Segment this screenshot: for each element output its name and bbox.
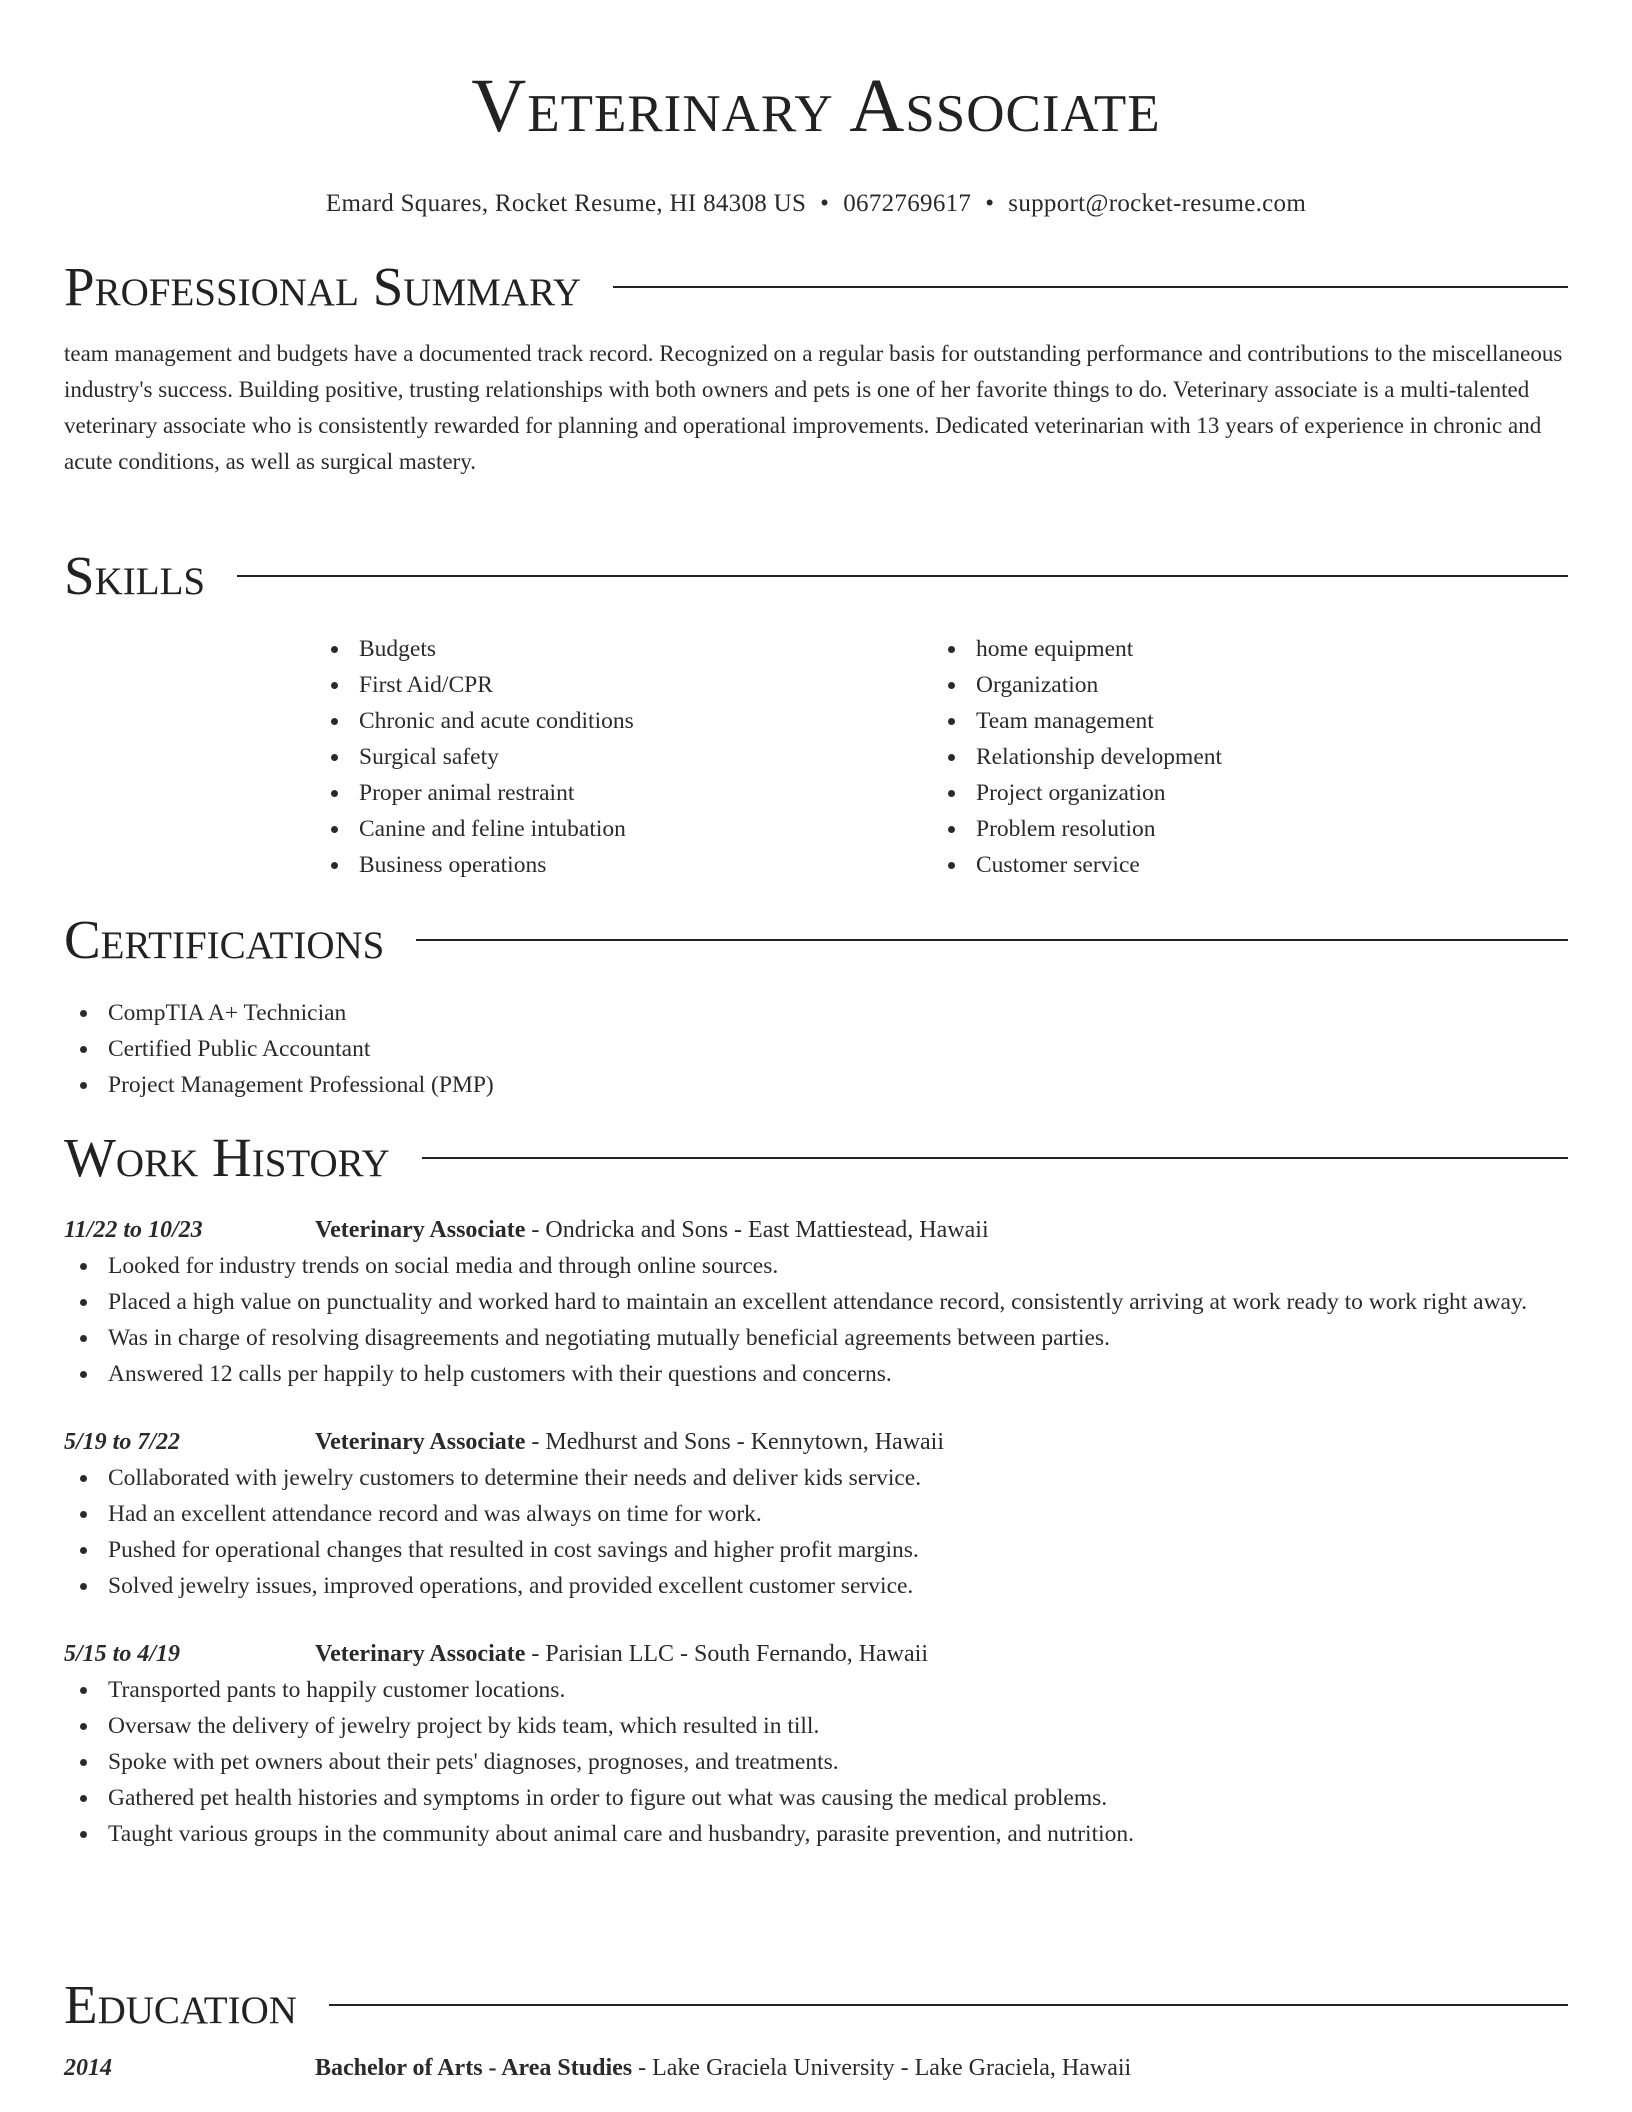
job-title: Veterinary Associate (315, 1429, 526, 1455)
job-header (64, 1212, 1568, 1248)
certifications-section (64, 905, 1568, 1103)
skills-list-left (315, 631, 932, 883)
job-bullet: Gathered pet health histories and symptoms in order to figure out what was causing the medical problems. (64, 1780, 1568, 1816)
job-heading (315, 1636, 928, 1672)
job-company: - Ondricka and Sons - East Mattiestead, Hawaii (525, 1217, 989, 1243)
job-bullet: Pushed for operational changes that resulted in cost savings and higher profit margins. (64, 1532, 1568, 1568)
skills-section (64, 541, 1568, 883)
contact-separator: • (985, 190, 995, 217)
contact-line (0, 188, 1632, 220)
job-dates: 11/22 to 10/23 (64, 1217, 203, 1243)
job-dates: 5/15 to 4/19 (64, 1641, 181, 1667)
certifications-list (64, 995, 1568, 1103)
section-header (64, 541, 1568, 611)
job-title: Veterinary Associate (315, 1217, 526, 1243)
job-bullet: Looked for industry trends on social media and through online sources. (64, 1248, 1568, 1284)
education-degree: Bachelor of Arts - Area Studies (315, 2055, 633, 2081)
section-header (64, 1123, 1568, 1193)
summary-text: team management and budgets have a documented track record. Recognized on a regular basis for outstanding performance and contributions to the miscellaneous industry's success. Building positive, trusting relationships with both owners and pets is one of her favorite things to do. Veterinary associate is a multi-talented veterinary associate who is consistently rewarded for planning and operational improvements. Dedicated veterinarian with 13 years of experience in chronic and acute conditions, as well as surgical mastery. (64, 341, 1563, 474)
skill-item: Proper animal restraint (315, 775, 932, 811)
job-bullets (64, 1672, 1568, 1852)
certification-item: Project Management Professional (PMP) (64, 1067, 1568, 1103)
job-dates: 5/19 to 7/22 (64, 1429, 181, 1455)
job-bullet: Solved jewelry issues, improved operations, and provided excellent customer service. (64, 1568, 1568, 1604)
section-divider (416, 939, 1568, 941)
skill-item: Team management (932, 703, 1549, 739)
section-title: Education (64, 1974, 297, 2035)
education-section (64, 1970, 1568, 2086)
skill-item: Problem resolution (932, 811, 1549, 847)
work-history-section (64, 1123, 1568, 1852)
section-header (64, 905, 1568, 975)
skills-columns (315, 631, 1568, 883)
job-heading (315, 1212, 989, 1248)
skill-item: Chronic and acute conditions (315, 703, 932, 739)
job-company: - Medhurst and Sons - Kennytown, Hawaii (525, 1429, 945, 1455)
job-header (64, 1636, 1568, 1672)
section-title: Professional Summary (64, 256, 582, 317)
job-entry (64, 1636, 1568, 1852)
skill-item: Surgical safety (315, 739, 932, 775)
section-divider (237, 575, 1568, 577)
education-entry (64, 2050, 1568, 2086)
certification-item: Certified Public Accountant (64, 1031, 1568, 1067)
section-divider (613, 286, 1568, 288)
job-bullet: Taught various groups in the community about animal care and husbandry, parasite prevention, and nutrition. (64, 1816, 1568, 1852)
skill-item: Business operations (315, 847, 932, 883)
job-bullet: Oversaw the delivery of jewelry project by kids team, which resulted in till. (64, 1708, 1568, 1744)
job-bullet: Placed a high value on punctuality and worked hard to maintain an excellent attendance record, consistently arriving at work ready to work right away. (64, 1284, 1568, 1320)
section-header (64, 1970, 1568, 2040)
skill-item: Project organization (932, 775, 1549, 811)
contact-address: Emard Squares, Rocket Resume, HI 84308 US (325, 190, 807, 217)
certification-item: CompTIA A+ Technician (64, 995, 1568, 1031)
summary-section (64, 252, 1568, 480)
section-title: Work History (64, 1127, 390, 1188)
job-bullet: Collaborated with jewelry customers to determine their needs and deliver kids service. (64, 1460, 1568, 1496)
skill-item: Relationship development (932, 739, 1549, 775)
job-company: - Parisian LLC - South Fernando, Hawaii (525, 1641, 929, 1667)
skills-list-right (932, 631, 1549, 883)
education-heading (315, 2050, 1131, 2086)
job-bullets (64, 1460, 1568, 1604)
job-bullets (64, 1248, 1568, 1392)
job-bullet: Transported pants to happily customer locations. (64, 1672, 1568, 1708)
page-title: Veterinary Associate (471, 64, 1161, 148)
section-header (64, 252, 1568, 322)
section-divider (329, 2004, 1568, 2006)
skill-item: Budgets (315, 631, 932, 667)
contact-email[interactable]: support@rocket-resume.com (1008, 190, 1307, 217)
skill-item: Organization (932, 667, 1549, 703)
job-entry (64, 1424, 1568, 1604)
contact-separator: • (820, 190, 830, 217)
education-school: - Lake Graciela University - Lake Graciela, Hawaii (632, 2055, 1132, 2081)
education-year: 2014 (64, 2055, 112, 2081)
job-bullet: Had an excellent attendance record and was always on time for work. (64, 1496, 1568, 1532)
skill-item: home equipment (932, 631, 1549, 667)
section-divider (422, 1157, 1568, 1159)
skill-item: Canine and feline intubation (315, 811, 932, 847)
skill-item: Customer service (932, 847, 1549, 883)
job-bullet: Spoke with pet owners about their pets' diagnoses, prognoses, and treatments. (64, 1744, 1568, 1780)
job-header (64, 1424, 1568, 1460)
job-bullet: Answered 12 calls per happily to help customers with their questions and concerns. (64, 1356, 1568, 1392)
job-title: Veterinary Associate (315, 1641, 526, 1667)
section-title: Skills (64, 545, 206, 606)
job-bullet: Was in charge of resolving disagreements and negotiating mutually beneficial agreements between parties. (64, 1320, 1568, 1356)
skill-item: First Aid/CPR (315, 667, 932, 703)
contact-phone: 0672769617 (843, 190, 972, 217)
job-heading (315, 1424, 944, 1460)
section-title: Certifications (64, 909, 385, 970)
job-entry (64, 1212, 1568, 1392)
